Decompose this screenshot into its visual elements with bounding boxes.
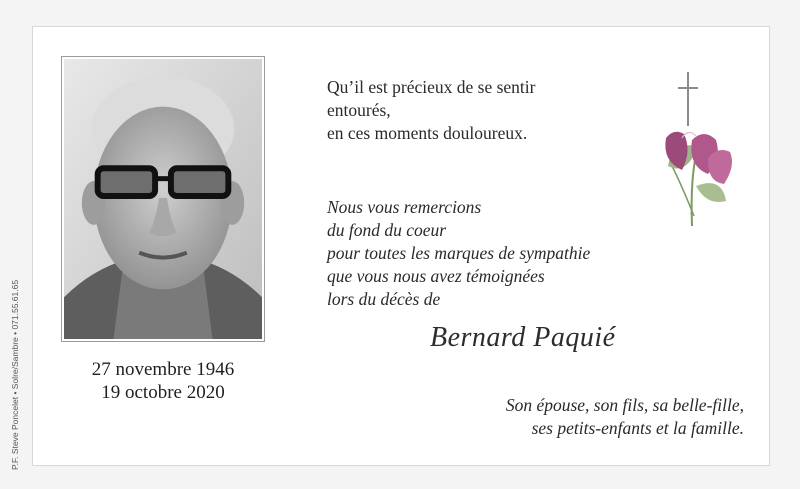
intro-line: entourés, — [327, 100, 391, 120]
family-signature — [404, 394, 744, 440]
deceased-name: Bernard Paquié — [430, 322, 616, 353]
life-dates — [61, 358, 265, 404]
intro-line: en ces moments douloureux. — [327, 123, 528, 143]
portrait-photo — [61, 56, 265, 342]
thanks-line: que vous nous avez témoignées — [327, 266, 545, 286]
thanks-line: lors du décès de — [327, 289, 441, 309]
thanks-line: Nous vous remercions — [327, 197, 482, 217]
thanks-line: pour toutes les marques de sympathie — [327, 243, 591, 263]
thanks-line: du fond du coeur — [327, 220, 447, 240]
intro-line: Qu’il est précieux de se sentir — [327, 77, 536, 97]
portrait-image — [64, 59, 262, 339]
death-date: 19 octobre 2020 — [101, 382, 225, 403]
intro-text — [327, 76, 647, 145]
birth-date: 27 novembre 1946 — [91, 359, 235, 380]
thanks-text — [327, 196, 667, 311]
funeral-home-credit: P.F. Steve Poncelet • Solre/Sambre • 071.55.61.65 — [10, 279, 20, 470]
family-line: ses petits-enfants et la famille. — [531, 418, 744, 438]
family-line: Son épouse, son fils, sa belle-fille, — [505, 395, 744, 415]
